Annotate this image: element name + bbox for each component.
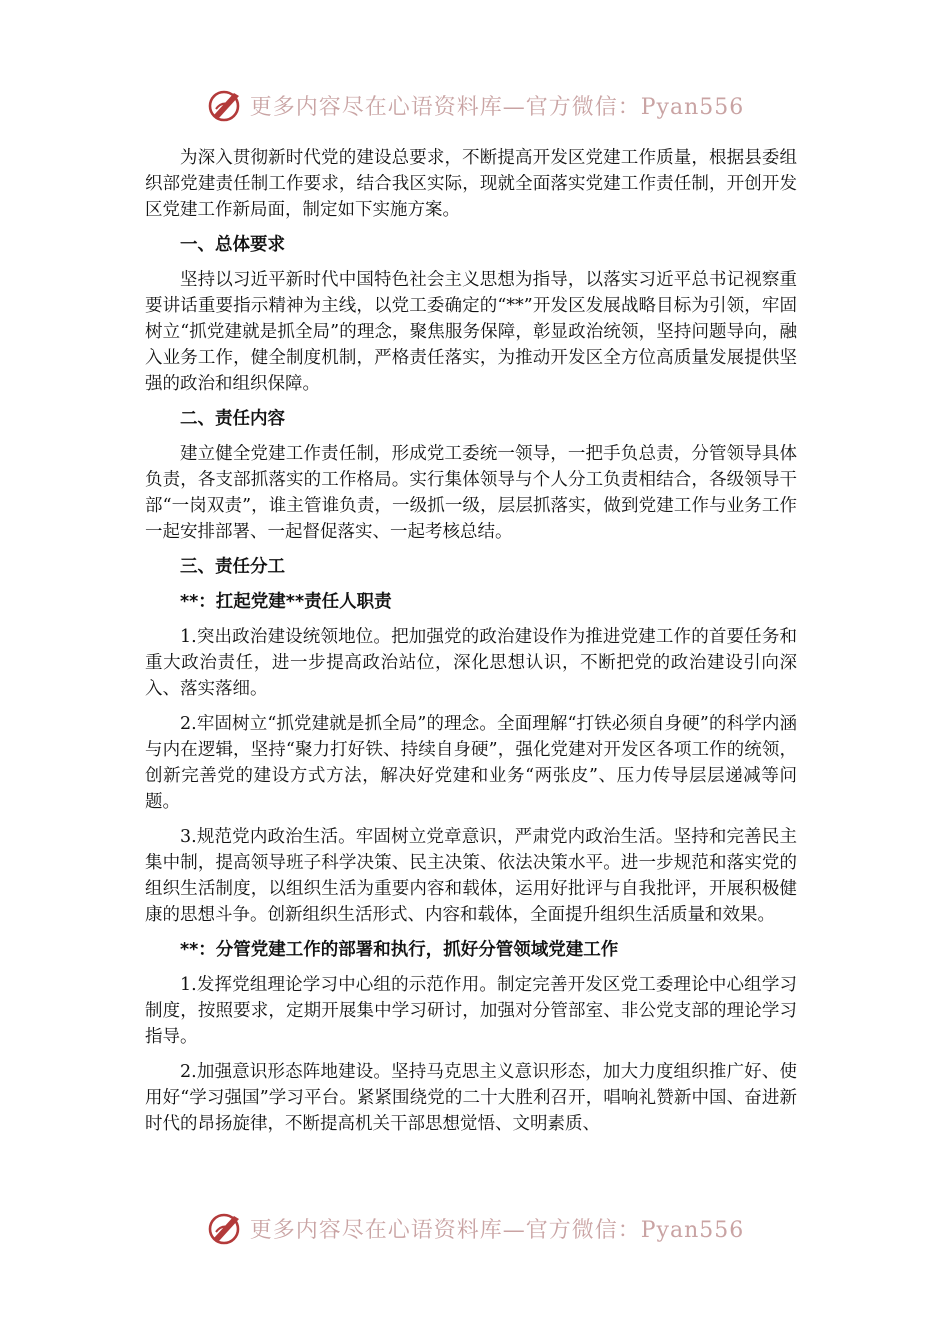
section-heading: 一、总体要求 xyxy=(180,235,285,255)
section-heading: 二、责任内容 xyxy=(180,409,285,429)
paragraph: 为深入贯彻新时代党的建设总要求，不断提高开发区党建工作质量，根据县委组织部党建责任制工作要求，结合我区实际，现就全面落实党建工作责任制，开创开发区党建工作新局面，制定如下实施方案。 xyxy=(145,148,797,220)
paragraph: 1.突出政治建设统领地位。把加强党的政治建设作为推进党建工作的首要任务和重大政治责任，进一步提高政治站位，深化思想认识，不断把党的政治建设引向深入、落实落细。 xyxy=(145,627,797,699)
paragraph: 3.规范党内政治生活。牢固树立党章意识，严肃党内政治生活。坚持和完善民主集中制，提高领导班子科学决策、民主决策、依法决策水平。进一步规范和落实党的组织生活制度，以组织生活为重要内容和载体，运用好批评与自我批评，开展积极健康的思想斗争。创新组织生活形式、内容和载体，全面提升组织生活质量和效果。 xyxy=(145,827,797,925)
paragraph: 1.发挥党组理论学习中心组的示范作用。制定完善开发区党工委理论中心组学习制度，按照要求，定期开展集中学习研讨，加强对分管部室、非公党支部的理论学习指导。 xyxy=(145,975,797,1047)
pen-logo-icon xyxy=(206,1208,246,1248)
paragraph: 2.牢固树立“抓党建就是抓全局”的理念。全面理解“打铁必须自身硬”的科学内涵与内在逻辑，坚持“聚力打好铁、持续自身硬”，强化党建对开发区各项工作的统领，创新完善党的建设方式方法，解决好党建和业务“两张皮”、压力传导层层递减等问题。 xyxy=(145,714,797,812)
watermark-text: 更多内容尽在心语资料库—官方微信：Pyan556 xyxy=(249,1217,745,1243)
paragraph: 建立健全党建工作责任制，形成党工委统一领导，一把手负总责，分管领导具体负责，各支部抓落实的工作格局。实行集体领导与个人分工负责相结合，各级领导干部“一岗双责”，谁主管谁负责，一级抓一级，层层抓落实，做到党建工作与业务工作一起安排部署、一起督促落实、一起考核总结。 xyxy=(145,444,797,542)
paragraph: 坚持以习近平新时代中国特色社会主义思想为指导，以落实习近平总书记视察重要讲话重要指示精神为主线，以党工委确定的“**”开发区发展战略目标为引领，牢固树立“抓党建就是抓全局”的理念，聚焦服务保障，彰显政治统领，坚持问题导向，融入业务工作，健全制度机制，严格责任落实，为推动开发区全方位高质量发展提供坚强的政治和组织保障。 xyxy=(145,270,797,394)
watermark-banner-top xyxy=(0,82,950,128)
document-body xyxy=(145,145,797,1146)
paragraph: 2.加强意识形态阵地建设。坚持马克思主义意识形态，加大力度组织推广好、使用好“学习强国”学习平台。紧紧围绕党的二十大胜利召开，唱响礼赞新中国、奋进新时代的昂扬旋律，不断提高机关干部思想觉悟、文明素质、 xyxy=(145,1062,797,1134)
pen-logo-icon xyxy=(206,85,246,125)
section-heading: **：扛起党建**责任人职责 xyxy=(180,592,392,612)
section-heading: **：分管党建工作的部署和执行，抓好分管领域党建工作 xyxy=(180,940,619,960)
watermark-text: 更多内容尽在心语资料库—官方微信：Pyan556 xyxy=(249,94,745,120)
watermark-banner-bottom xyxy=(0,1205,950,1251)
section-heading: 三、责任分工 xyxy=(180,557,285,577)
